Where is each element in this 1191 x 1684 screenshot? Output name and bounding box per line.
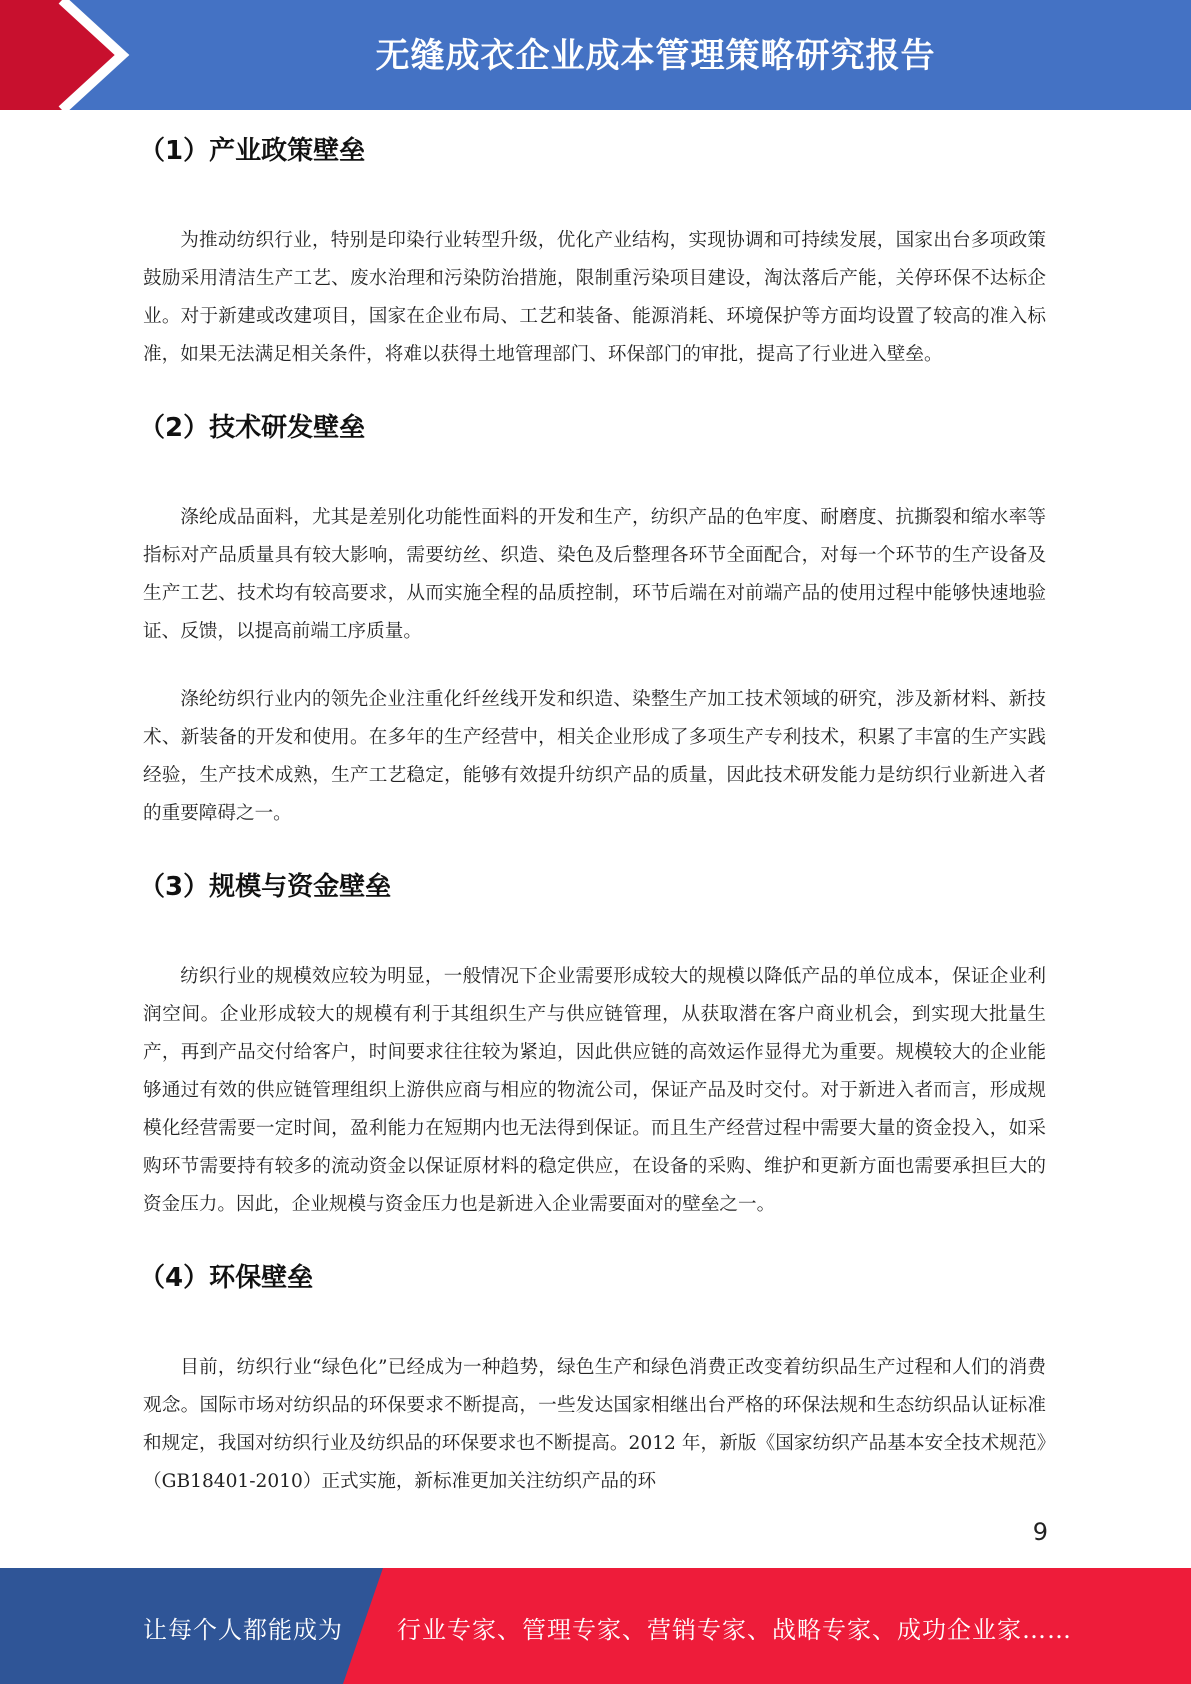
paragraph: 目前，纺织行业“绿色化”已经成为一种趋势，绿色生产和绿色消费正改变着纺织品生产过程和人们的消费观念。国际市场对纺织品的环保要求不断提高，一些发达国家相继出台严格的环保法规和生态纺织品认证标准和规定，我国对纺织行业及纺织品的环保要求也不断提高。2012 年，新版《国家纺织产品基本安全技术规范》（GB18401-2010）正式实施，新标准更加关注纺织产品的环 bbox=[143, 1357, 1046, 1492]
paragraph: 涤纶纺织行业内的领先企业注重化纤丝线开发和织造、染整生产加工技术领域的研究，涉及新材料、新技术、新装备的开发和使用。在多年的生产经营中，相关企业形成了多项生产专利技术，积累了丰富的生产实践经验，生产技术成熟，生产工艺稳定，能够有效提升纺织产品的质量，因此技术研发能力是纺织行业新进入者的重要障碍之一。 bbox=[143, 689, 1046, 824]
footer-slogan-right: 行业专家、管理专家、营销专家、战略专家、成功企业家…… bbox=[397, 1616, 1072, 1644]
main-content bbox=[139, 130, 1046, 1501]
section-heading: （4）环保壁垒 bbox=[139, 1263, 314, 1293]
footer-slogan-left: 让每个人都能成为 bbox=[143, 1616, 343, 1644]
page-number: 9 bbox=[1032, 1518, 1048, 1546]
paragraph: 涤纶成品面料，尤其是差别化功能性面料的开发和生产，纺织产品的色牢度、耐磨度、抗撕裂和缩水率等指标对产品质量具有较大影响，需要纺丝、织造、染色及后整理各环节全面配合，对每一个环节的生产设备及生产工艺、技术均有较高要求，从而实施全程的品质控制，环节后端在对前端产品的使用过程中能够快速地验证、反馈，以提高前端工序质量。 bbox=[143, 507, 1046, 642]
section-heading: （1）产业政策壁垒 bbox=[139, 136, 366, 166]
paragraph: 纺织行业的规模效应较为明显，一般情况下企业需要形成较大的规模以降低产品的单位成本，保证企业利润空间。企业形成较大的规模有利于其组织生产与供应链管理，从获取潜在客户商业机会，到实现大批量生产，再到产品交付给客户，时间要求往往较为紧迫，因此供应链的高效运作显得尤为重要。规模较大的企业能够通过有效的供应链管理组织上游供应商与相应的物流公司，保证产品及时交付。对于新进入者而言，形成规模化经营需要一定时间，盈利能力在短期内也无法得到保证。而且生产经营过程中需要大量的资金投入，如采购环节需要持有较多的流动资金以保证原材料的稳定供应，在设备的采购、维护和更新方面也需要承担巨大的资金压力。因此，企业规模与资金压力也是新进入企业需要面对的壁垒之一。 bbox=[143, 966, 1046, 1215]
section-heading: （3）规模与资金壁垒 bbox=[139, 872, 392, 902]
section-industry-policy bbox=[139, 130, 1046, 374]
page-footer bbox=[0, 1568, 1191, 1684]
page-header bbox=[0, 0, 1191, 110]
paragraph: 为推动纺织行业，特别是印染行业转型升级，优化产业结构，实现协调和可持续发展，国家出台多项政策鼓励采用清洁生产工艺、废水治理和污染防治措施，限制重污染项目建设，淘汰落后产能，关停环保不达标企业。对于新建或改建项目，国家在企业布局、工艺和装备、能源消耗、环境保护等方面均设置了较高的准入标准，如果无法满足相关条件，将难以获得土地管理部门、环保部门的审批，提高了行业进入壁垒。 bbox=[143, 230, 1046, 365]
document-title: 无缝成衣企业成本管理策略研究报告 bbox=[375, 36, 936, 76]
section-heading: （2）技术研发壁垒 bbox=[139, 413, 366, 443]
section-tech-rd bbox=[139, 407, 1046, 833]
section-scale-capital bbox=[139, 866, 1046, 1224]
section-environmental bbox=[139, 1257, 1046, 1501]
